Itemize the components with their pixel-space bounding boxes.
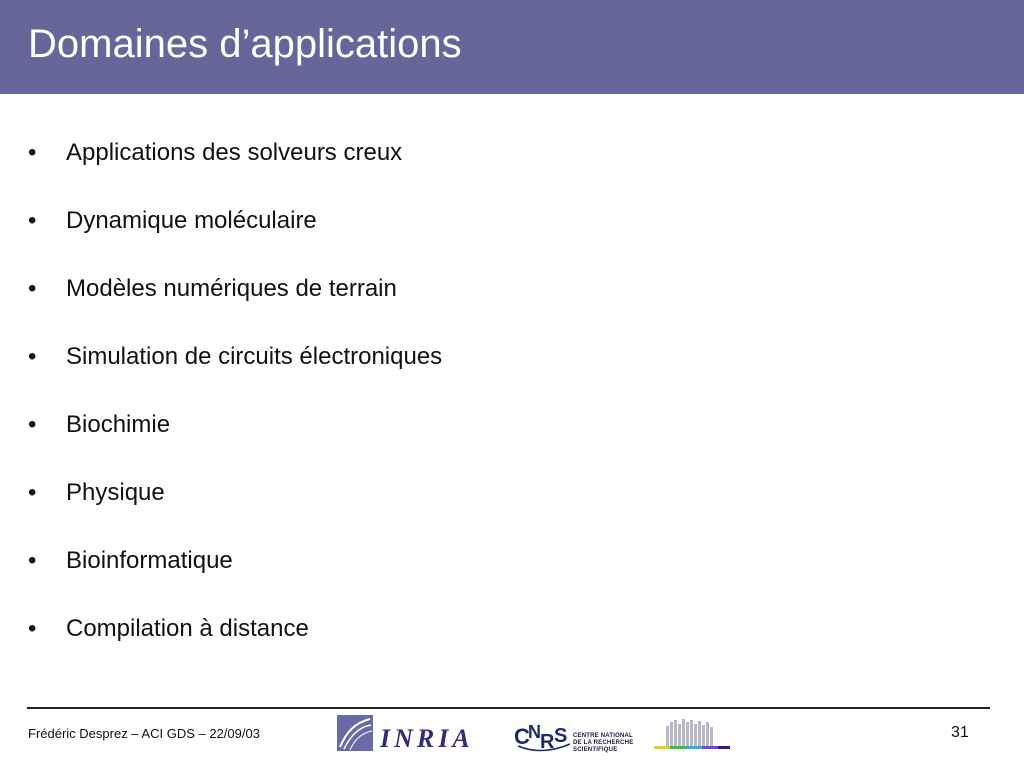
inria-logo	[336, 713, 486, 755]
svg-text:R: R	[540, 731, 555, 753]
list-item-text: Biochimie	[66, 411, 171, 438]
list-item	[28, 541, 442, 609]
page-number: 31	[951, 724, 969, 741]
list-item-text: Physique	[66, 479, 165, 506]
cnrs-logo-caption	[573, 733, 633, 754]
slide-title: Domaines d’applications	[28, 22, 462, 66]
list-item	[28, 473, 442, 541]
bullet-icon: •	[28, 343, 37, 370]
cnrs-caption-line: SCIENTIFIQUE	[573, 747, 618, 753]
inria-logo-text: INRIA	[380, 724, 474, 753]
bullet-icon: •	[28, 207, 37, 234]
list-item-text: Simulation de circuits électroniques	[66, 343, 443, 370]
footer-divider	[27, 707, 990, 709]
cnrs-caption-line: CENTRE NATIONAL	[573, 733, 633, 739]
list-item	[28, 201, 442, 269]
bullet-icon: •	[28, 275, 37, 302]
cnrs-caption-line: DE LA RECHERCHE	[573, 740, 634, 746]
svg-text:C: C	[514, 724, 530, 749]
svg-text:S: S	[554, 725, 568, 747]
list-item	[28, 269, 442, 337]
list-item-text: Bioinformatique	[66, 547, 233, 574]
list-item	[28, 133, 442, 201]
grid-bars-logo	[652, 716, 734, 754]
bullet-icon: •	[28, 615, 37, 642]
list-item-text: Modèles numériques de terrain	[66, 275, 397, 302]
list-item	[28, 337, 442, 405]
bullet-icon: •	[28, 479, 37, 506]
list-item-text: Dynamique moléculaire	[66, 207, 317, 234]
list-item-text: Compilation à distance	[66, 615, 309, 642]
list-item	[28, 609, 442, 677]
bullet-icon: •	[28, 411, 37, 438]
footer-author-line: Frédéric Desprez – ACI GDS – 22/09/03	[28, 726, 260, 741]
list-item-text: Applications des solveurs creux	[66, 139, 403, 166]
list-item	[28, 405, 442, 473]
svg-text:N: N	[528, 722, 541, 742]
bullet-list	[28, 133, 442, 677]
title-bar	[0, 0, 1024, 94]
bullet-icon: •	[28, 139, 37, 166]
bullet-icon: •	[28, 547, 37, 574]
